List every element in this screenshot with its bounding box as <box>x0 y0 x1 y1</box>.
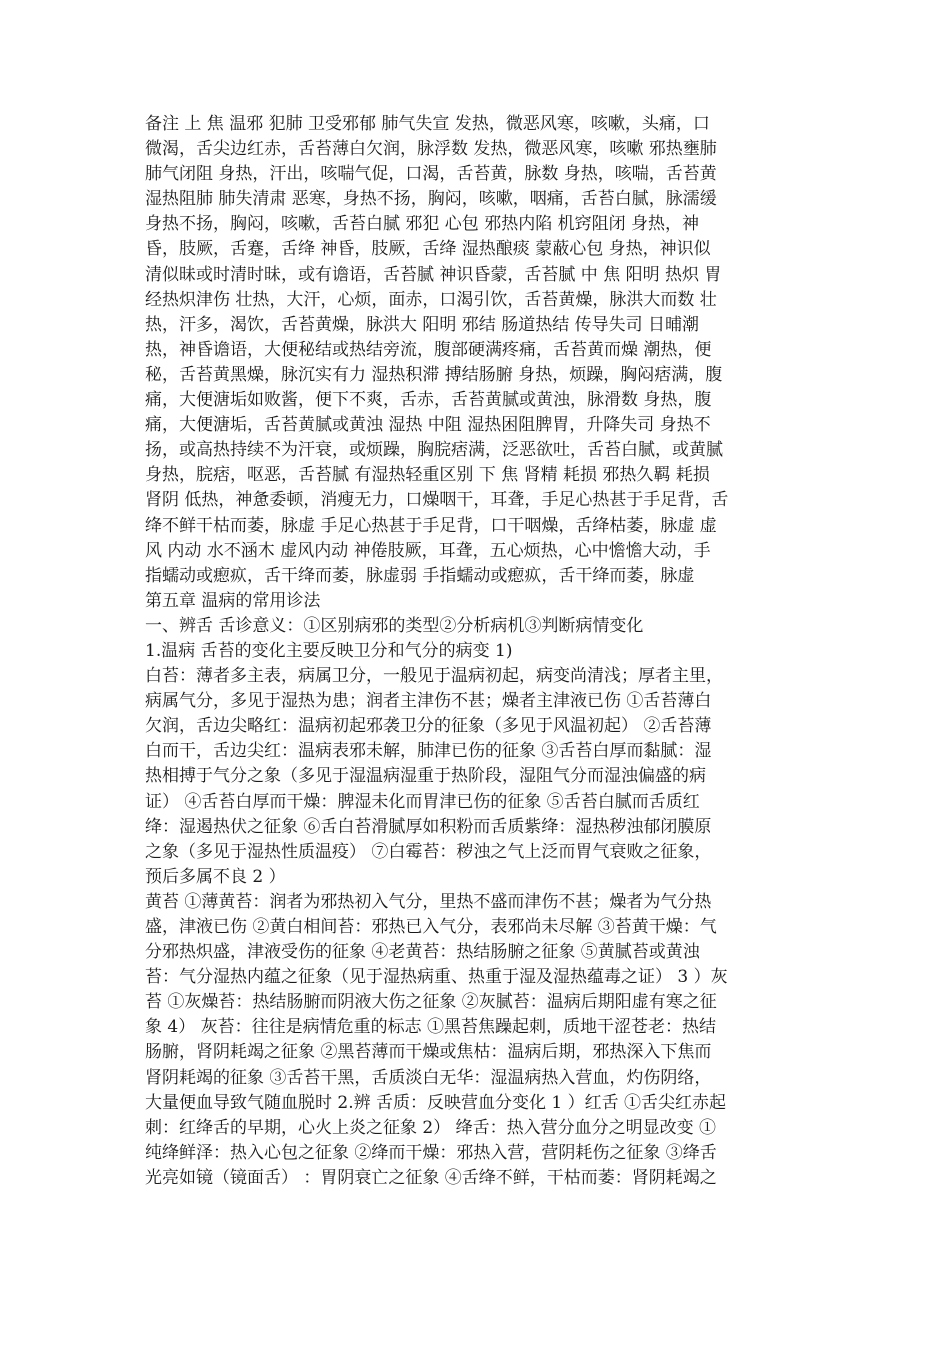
text-line: 象 4） 灰苔：往往是病情危重的标志 ①黑苔焦躁起刺，质地干涩苍老：热结 <box>145 1017 717 1038</box>
text-line: 病属气分，多见于湿热为患；润者主津伤不甚；燥者主津液已伤 ①舌苔薄白 <box>145 691 712 712</box>
text-line: 欠润，舌边尖略红：温病初起邪袭卫分的征象（多见于风温初起） ②舌苔薄 <box>145 716 712 737</box>
text-line: 白而干，舌边尖红：温病表邪未解，肺津已伤的征象 ③舌苔白厚而黏腻：湿 <box>145 741 712 762</box>
text-line: 指蠕动或瘛疭，舌干绛而萎，脉虚弱 手指蠕动或瘛疭，舌干绛而萎，脉虚 <box>145 565 695 586</box>
text-line: 身热，脘痞，呕恶，舌苔腻 有湿热轻重区别 下 焦 肾精 耗损 邪热久羁 耗损 <box>145 465 710 486</box>
text-line: 黄苔 ①薄黄苔：润者为邪热初入气分，里热不盛而津伤不甚；燥者为气分热 <box>145 891 712 912</box>
text-line: 肾阴耗竭的征象 ③舌苔干黑，舌质淡白无华：湿温病热入营血，灼伤阴络， <box>145 1067 712 1088</box>
text-line: 热，神昏谵语，大便秘结或热结旁流，腹部硬满疼痛，舌苔黄而燥 潮热，便 <box>145 339 712 360</box>
text-line: 绛不鲜干枯而萎，脉虚 手足心热甚于手足背，口干咽燥，舌绛枯萎，脉虚 虚 <box>145 515 717 536</box>
text-line: 苔 ①灰燥苔：热结肠腑而阴液大伤之征象 ②灰腻苔：温病后期阳虚有寒之征 <box>145 992 717 1013</box>
text-line: 苔：气分湿热内蕴之征象（见于湿热病重、热重于湿及湿热蕴毒之证） 3 ）灰 <box>145 967 728 988</box>
text-line: 一、辨舌 舌诊意义：①区别病邪的类型②分析病机③判断病情变化 <box>145 615 644 636</box>
text-line: 湿热阻肺 肺失清肃 恶寒，身热不扬，胸闷，咳嗽，咽痛，舌苔白腻，脉濡缓 <box>145 189 717 210</box>
text-line: 扬，或高热持续不为汗衰，或烦躁，胸脘痞满，泛恶欲吐，舌苔白腻，或黄腻 <box>145 440 723 461</box>
text-line: 刺：红绛舌的早期，心火上炎之征象 2） 绛舌：热入营分血分之明显改变 ① <box>145 1117 717 1138</box>
text-line: 痛，大便溏垢，舌苔黄腻或黄浊 湿热 中阻 湿热困阻脾胃，升降失司 身热不 <box>145 415 711 436</box>
text-line: 光亮如镜（镜面舌） ：胃阴衰亡之征象 ④舌绛不鲜，干枯而萎：肾阴耗竭之 <box>145 1167 717 1188</box>
text-line: 第五章 温病的常用诊法 <box>145 590 321 611</box>
text-line: 风 内动 水不涵木 虚风内动 神倦肢厥，耳聋，五心烦热，心中憺憺大动，手 <box>145 540 711 561</box>
text-line: 之象（多见于湿热性质温疫） ⑦白霉苔：秽浊之气上泛而胃气衰败之征象， <box>145 841 712 862</box>
text-line: 经热炽津伤 壮热，大汗，心烦，面赤，口渴引饮，舌苔黄燥，脉洪大而数 壮 <box>145 289 717 310</box>
text-line: 肾阴 低热，神惫委顿，消瘦无力，口燥咽干，耳聋，手足心热甚于手足背，舌 <box>145 490 729 511</box>
text-line: 分邪热炽盛，津液受伤的征象 ④老黄苔：热结肠腑之征象 ⑤黄腻苔或黄浊 <box>145 942 700 963</box>
text-line: 微渴，舌尖边红赤，舌苔薄白欠润，脉浮数 发热，微恶风寒，咳嗽 邪热壅肺 <box>145 139 717 160</box>
text-line: 证） ④舌苔白厚而干燥：脾湿未化而胃津已伤的征象 ⑤舌苔白腻而舌质红 <box>145 791 700 812</box>
text-line: 预后多属不良 2 ） <box>145 866 286 887</box>
text-line: 大量便血导致气随血脱时 2.辨 舌质：反映营血分变化 1 ）红舌 ①舌尖红赤起 <box>145 1092 727 1113</box>
text-line: 肺气闭阻 身热，汗出，咳喘气促，口渴，舌苔黄，脉数 身热，咳喘，舌苔黄 <box>145 164 717 185</box>
text-line: 绛：湿遏热伏之征象 ⑥舌白苔滑腻厚如积粉而舌质紫绛：湿热秽浊郁闭膜原 <box>145 816 712 837</box>
text-line: 肠腑，肾阴耗竭之征象 ②黑苔薄而干燥或焦枯：温病后期，邪热深入下焦而 <box>145 1042 712 1063</box>
text-line: 秘，舌苔黄黑燥，脉沉实有力 湿热积滞 搏结肠腑 身热，烦躁，胸闷痞满，腹 <box>145 364 723 385</box>
text-line: 纯绛鲜泽：热入心包之征象 ②绛而干燥：邪热入营，营阴耗伤之征象 ③绛舌 <box>145 1142 717 1163</box>
text-line: 身热不扬，胸闷，咳嗽，舌苔白腻 邪犯 心包 邪热内陷 机窍阻闭 身热，神 <box>145 214 700 235</box>
text-line: 热相搏于气分之象（多见于湿温病湿重于热阶段，湿阻气分而湿浊偏盛的病 <box>145 766 706 787</box>
text-line: 备注 上 焦 温邪 犯肺 卫受邪郁 肺气失宣 发热，微恶风寒，咳嗽，头痛，口 <box>145 114 710 134</box>
text-line: 热，汗多，渴饮，舌苔黄燥，脉洪大 阳明 邪结 肠道热结 传导失司 日晡潮 <box>145 314 700 335</box>
text-line: 昏，肢厥，舌蹇，舌绛 神昏，肢厥，舌绛 湿热酿痰 蒙蔽心包 身热，神识似 <box>145 239 711 260</box>
document-body-text <box>145 112 815 1191</box>
text-line: 盛，津液已伤 ②黄白相间苔：邪热已入气分，表邪尚未尽解 ③苔黄干燥：气 <box>145 917 717 937</box>
text-line: 痛，大便溏垢如败酱，便下不爽，舌赤，舌苔黄腻或黄浊，脉滑数 身热，腹 <box>145 390 712 411</box>
text-line: 清似昧或时清时昧，或有谵语，舌苔腻 神识昏蒙，舌苔腻 中 焦 阳明 热炽 胃 <box>145 264 722 285</box>
text-line: 白苔：薄者多主表，病属卫分，一般见于温病初起，病变尚清浅；厚者主里， <box>145 666 723 687</box>
text-line: 1.温病 舌苔的变化主要反映卫分和气分的病变 1) <box>145 640 513 661</box>
